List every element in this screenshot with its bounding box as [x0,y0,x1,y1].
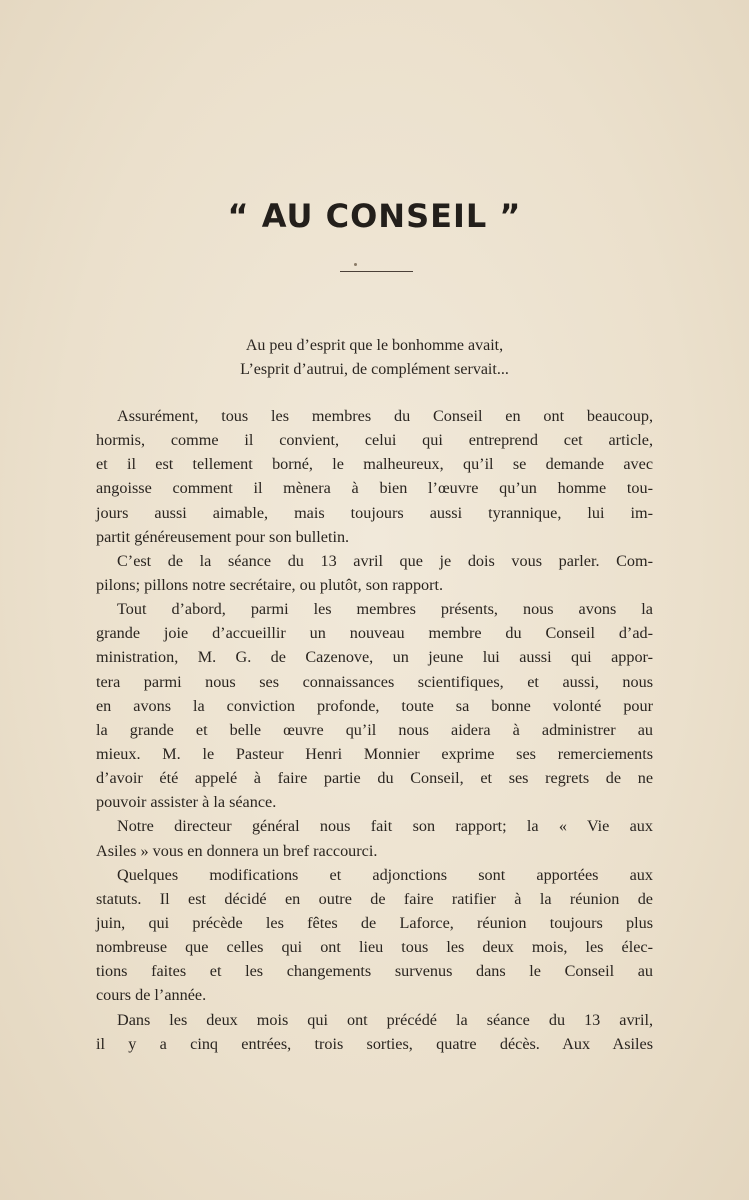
text-line: il y a cinq entrées, trois sorties, quatre décès. Aux Asiles [96,1034,653,1053]
text-line: Dans les deux mois qui ont précédé la séance du 13 avril, [117,1010,653,1029]
text-line: pilons; pillons notre secrétaire, ou plutôt, son rapport. [96,575,444,594]
epigraph [96,334,653,382]
text-line: angoisse comment il mènera à bien l’œuvre qu’un homme tou- [96,479,653,498]
text-line: en avons la conviction profonde, toute sa bonne volonté pour [96,696,653,715]
text-line: tera parmi nous ses connaissances scientifiques, et aussi, nous [96,672,653,691]
text-line: juin, qui précède les fêtes de Laforce, réunion toujours plus [96,913,653,932]
text-line: pouvoir assister à la séance. [96,793,277,812]
text-line: Tout d’abord, parmi les membres présents, nous avons la [117,600,653,619]
text-line: jours aussi aimable, mais toujours aussi tyrannique, lui im- [96,503,653,522]
epigraph-line: L’esprit d’autrui, de complément servait... [240,361,509,378]
text-line: hormis, comme il convient, celui qui entreprend cet article, [96,431,653,450]
text-line: Notre directeur général nous fait son rapport; la « Vie aux [117,817,653,836]
text-line: la grande et belle œuvre qu’il nous aidera à administrer au [96,720,653,739]
body-text [96,404,653,1056]
text-line: d’avoir été appelé à faire partie du Conseil, et ses regrets de ne [96,769,653,788]
text-line: tions faites et les changements survenus dans le Conseil au [96,962,653,981]
text-line: C’est de la séance du 13 avril que je dois vous parler. Com- [117,551,653,570]
text-line: partit généreusement pour son bulletin. [96,527,350,546]
title-rule [340,271,413,272]
text-line: mieux. M. le Pasteur Henri Monnier exprime ses remerciements [96,744,653,763]
title-ornament-dot [354,263,357,266]
text-line: cours de l’année. [96,986,207,1005]
text-line: Quelques modifications et adjonctions sont apportées aux [117,865,653,884]
page-title: “ AU CONSEIL ” [227,197,522,235]
text-line: et il est tellement borné, le malheureux, qu’il se demande avec [96,455,653,474]
text-line: ministration, M. G. de Cazenove, un jeune lui aussi qui appor- [96,648,653,667]
text-line: grande joie d’accueillir un nouveau membre du Conseil d’ad- [96,624,653,643]
text-line: nombreuse que celles qui ont lieu tous les deux mois, les élec- [96,938,653,957]
epigraph-line: Au peu d’esprit que le bonhomme avait, [245,337,504,354]
text-line: Assurément, tous les membres du Conseil en ont beaucoup, [117,407,653,425]
text-line: Asiles » vous en donnera un bref raccourci. [96,841,378,860]
text-line: statuts. Il est décidé en outre de faire ratifier à la réunion de [96,889,653,908]
document-page [96,0,653,1200]
